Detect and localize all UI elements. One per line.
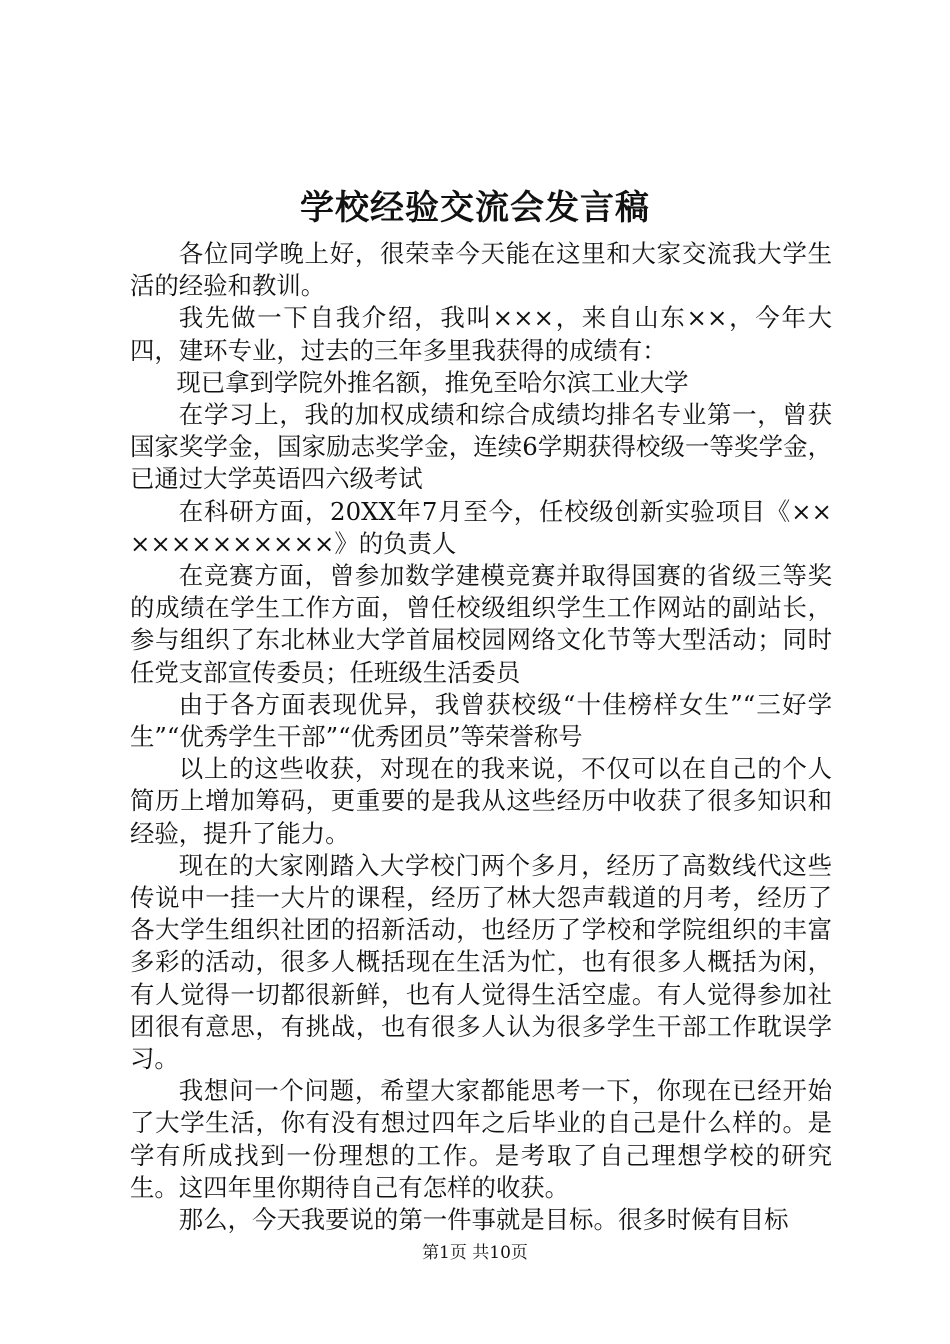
paragraph-study: 在学习上，我的加权成绩和综合成绩均排名专业第一，曾获国家奖学金，国家励志奖学金，连续6学期获得校级一等奖学金，已通过大学英语四六级考试 <box>130 400 832 494</box>
paragraph-recommendation: 现已拿到学院外推名额，推免至哈尔滨工业大学 <box>176 367 689 397</box>
document-body <box>130 238 832 1236</box>
paragraph-gains: 以上的这些收获，对现在的我来说，不仅可以在自己的个人简历上增加筹码，更重要的是我从这些经历中收获了很多知识和经验，提升了能力。 <box>130 754 832 848</box>
document-title: 学校经验交流会发言稿 <box>300 188 650 228</box>
paragraph-current-life: 现在的大家刚踏入大学校门两个多月，经历了高数线代这些传说中一挂一大片的课程，经历了林大怨声载道的月考，经历了各大学生组织社团的招新活动，也经历了学校和学院组织的丰富多彩的活动，很多人概括现在生活为忙，也有很多人概括为闲，有人觉得一切都很新鲜，也有人觉得生活空虚。有人觉得参加社团很有意思，有挑战，也有很多人认为很多学生干部工作耽误学习。 <box>130 850 832 1074</box>
paragraph-question: 我想问一个问题，希望大家都能思考一下，你现在已经开始了大学生活，你有没有想过四年之后毕业的自己是什么样的。是学有所成找到一份理想的工作。是考取了自己理想学校的研究生。这四年里你期待自己有怎样的收获。 <box>130 1076 832 1202</box>
paragraph-competition: 在竞赛方面，曾参加数学建模竞赛并取得国赛的省级三等奖的成绩在学生工作方面，曾任校级组织学生工作网站的副站长，参与组织了东北林业大学首届校园网络文化节等大型活动；同时任党支部宣传委员；任班级生活委员 <box>130 561 832 687</box>
page-number: 第1页 共10页 <box>422 1243 528 1263</box>
paragraph-research: 在科研方面，20XX年7月至今，任校级创新实验项目《××××××××××××》的负责人 <box>130 496 832 558</box>
paragraph-honors: 由于各方面表现优异，我曾获校级“十佳榜样女生”“三好学生”“优秀学生干部”“优秀团员”等荣誉称号 <box>130 689 832 752</box>
paragraph-self-intro: 我先做一下自我介绍，我叫×××，来自山东××，今年大四，建环专业，过去的三年多里我获得的成绩有： <box>130 303 832 365</box>
paragraph-goal: 那么，今天我要说的第一件事就是目标。很多时候有目标 <box>178 1205 789 1235</box>
paragraph-greeting: 各位同学晚上好，很荣幸今天能在这里和大家交流我大学生活的经验和教训。 <box>130 239 832 301</box>
